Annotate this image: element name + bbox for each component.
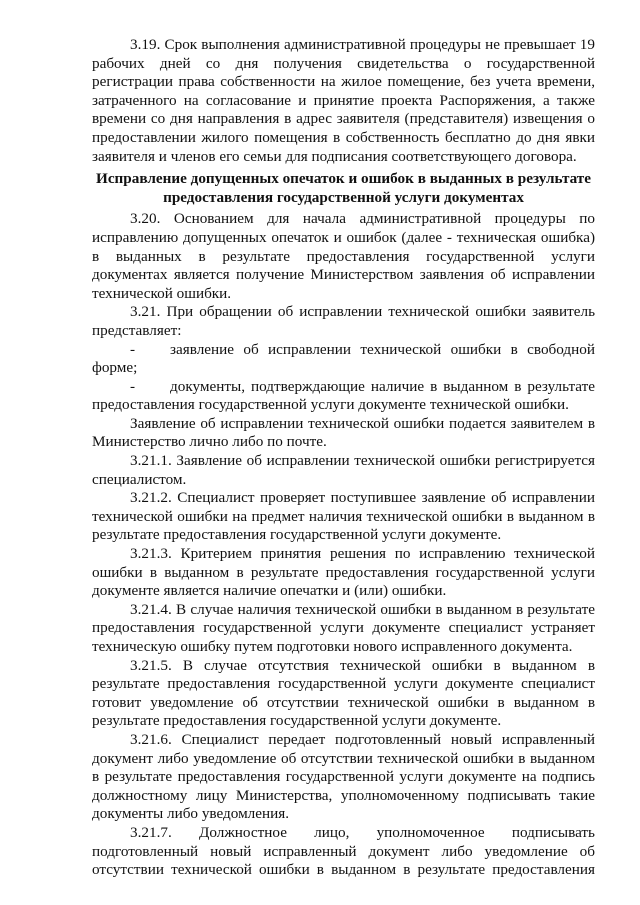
paragraph-3-21-5: 3.21.5. В случае отсутствия технической ошибки в выданном в результате предоставления государственной услуги документе специалист готовит уведомление об отсутствии технической ошибки в выданном в результате предоставления государственной услуги документе. — [92, 656, 595, 730]
paragraph-3-21: 3.21. При обращении об исправлении технической ошибки заявитель представляет: — [92, 303, 595, 339]
paragraph-3-21-7: 3.21.7. Должностное лицо, уполномоченное подписывать подготовленный новый исправленный документ либо уведомление об отсутствии технической ошибки в выданном в результате предоставления — [92, 823, 595, 879]
list-item-text: заявление об исправлении технической ошибки в свободной форме; — [92, 340, 595, 377]
section-heading: Исправление допущенных опечаток и ошибок в выданных в результате предоставления государственной услуги документах — [96, 170, 591, 206]
list-item-statement — [92, 341, 595, 378]
paragraph-3-21-2: 3.21.2. Специалист проверяет поступившее заявление об исправлении технической ошибки на предмет наличия технической ошибки в выданном в результате предоставления государственной услуги документе. — [92, 489, 595, 544]
list-item-documents — [92, 378, 595, 415]
list-item-text: документы, подтверждающие наличие в выданном в результате предоставления государственной услуги документе технической ошибки. — [92, 377, 595, 414]
paragraph-3-21-6: 3.21.6. Специалист передает подготовленный новый исправленный документ либо уведомление об отсутствии технической ошибки в выданном в результате предоставления государственной услуги документе на подпись должностному лицу Министерства, уполномоченному подписывать такие документы либо уведомления. — [92, 730, 595, 823]
dash-marker: - — [130, 377, 136, 395]
document-page — [92, 36, 595, 880]
paragraph-3-20: 3.20. Основанием для начала административной процедуры по исправлению допущенных опечаток и ошибок (далее - техническая ошибка) в выданных в результате предоставления государственной услуги документах является получение Министерством заявления об исправлении технической ошибки. — [92, 210, 595, 302]
paragraph-3-19: 3.19. Срок выполнения административной процедуры не превышает 19 рабочих дней со дня получения свидетельства о государственной регистрации права собственности на жилое помещение, без учета времени, затраченного на согласование и принятие проекта Распоряжения, а также времени со дня направления в адрес заявителя (представителя) извещения о предоставлении жилого помещения в собственность бесплатно до дня явки заявителя и членов его семьи для подписания соответствующего договора. — [92, 36, 595, 165]
paragraph-3-21-4: 3.21.4. В случае наличия технической ошибки в выданном в результате предоставления государственной услуги документе специалист устраняет техническую ошибку путем подготовки нового исправленного документа. — [92, 600, 595, 655]
paragraph-3-21-3: 3.21.3. Критерием принятия решения по исправлению технической ошибки в выданном в результате предоставления государственной услуги документе является наличие опечатки и (или) ошибки. — [92, 545, 595, 600]
paragraph-submission: Заявление об исправлении технической ошибки подается заявителем в Министерство лично либо по почте. — [92, 414, 595, 451]
paragraph-3-21-1: 3.21.1. Заявление об исправлении технической ошибки регистрируется специалистом. — [92, 452, 595, 488]
dash-marker: - — [130, 340, 136, 358]
